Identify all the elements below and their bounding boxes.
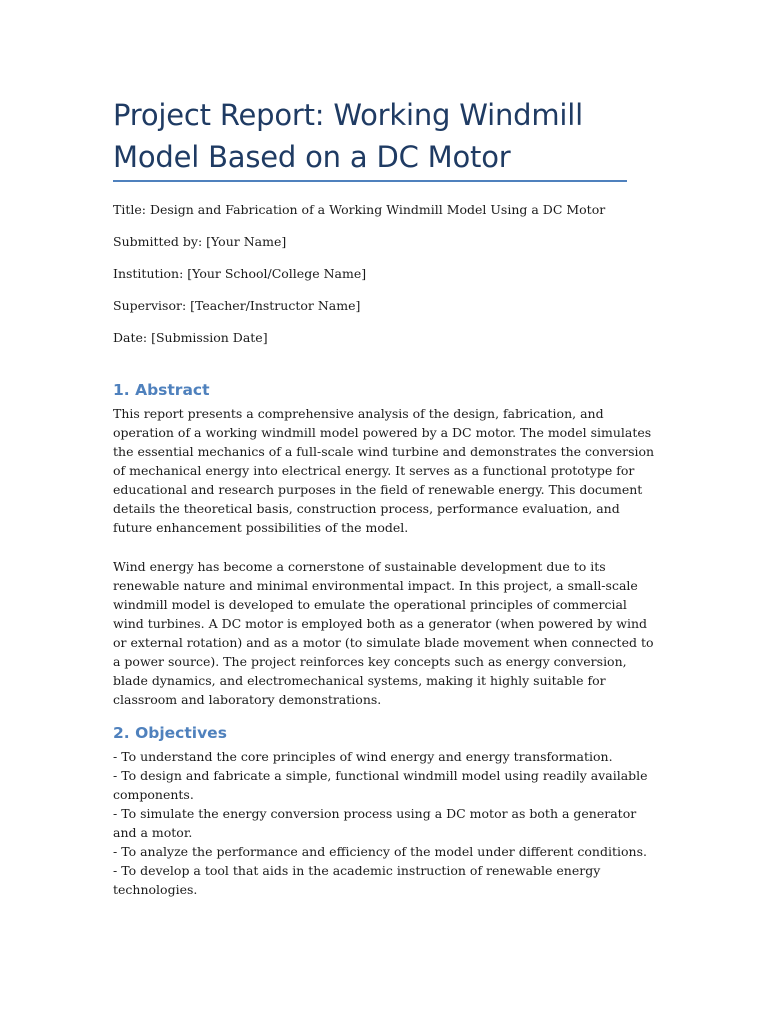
objective-item: - To analyze the performance and efficiency of the model under different conditions. (113, 844, 647, 859)
objective-item: - To design and fabricate a simple, functional windmill model using readily available components. (113, 768, 648, 802)
objective-item: - To develop a tool that aids in the academic instruction of renewable energy technologies. (113, 863, 601, 897)
meta-submitted-by: Submitted by: [Your Name] (113, 234, 287, 249)
abstract-paragraph-2: Wind energy has become a cornerstone of sustainable development due to its renewable nature and minimal environmental impact. In this project, a small-scale windmill model is developed to emulate the operational principles of commercial wind turbines. A DC motor is employed both as a generator (when powered by wind or external rotation) and as a motor (to simulate blade movement when connected to a power source). The project reinforces key concepts such as energy conversion, blade dynamics, and electromechanical systems, making it highly suitable for classroom and laboratory demonstrations. (113, 559, 654, 707)
objectives-list (113, 747, 658, 899)
title-underline-rule (113, 180, 627, 182)
meta-supervisor: Supervisor: [Teacher/Instructor Name] (113, 298, 361, 313)
objectives-heading: 2. Objectives (113, 724, 227, 742)
objective-item: - To understand the core principles of wind energy and energy transformation. (113, 749, 613, 764)
meta-title-line: Title: Design and Fabrication of a Working Windmill Model Using a DC Motor (113, 202, 606, 217)
abstract-heading: 1. Abstract (113, 381, 210, 399)
meta-institution: Institution: [Your School/College Name] (113, 266, 367, 281)
meta-date: Date: [Submission Date] (113, 330, 268, 345)
document-title: Project Report: Working Windmill Model Based on a DC Motor (113, 98, 583, 174)
objective-item: - To simulate the energy conversion process using a DC motor as both a generator and a motor. (113, 806, 637, 840)
abstract-paragraph-1: This report presents a comprehensive analysis of the design, fabrication, and operation of a working windmill model powered by a DC motor. The model simulates the essential mechanics of a full-scale wind turbine and demonstrates the conversion of mechanical energy into electrical energy. It serves as a functional prototype for educational and research purposes in the field of renewable energy. This document details the theoretical basis, construction process, performance evaluation, and future enhancement possibilities of the model. (113, 406, 655, 535)
